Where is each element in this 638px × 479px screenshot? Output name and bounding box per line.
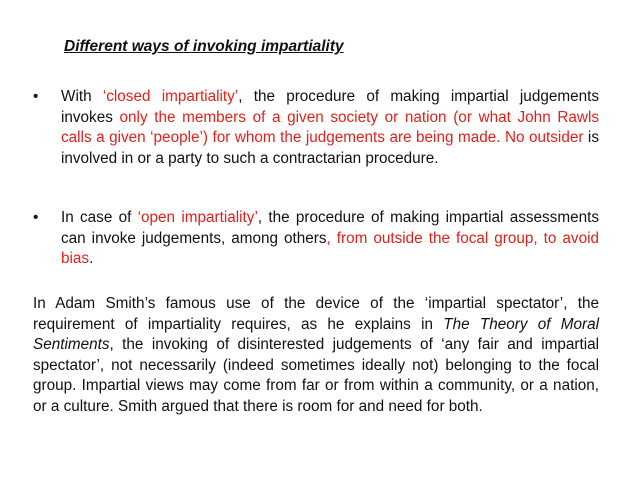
bullet-marker: • bbox=[33, 209, 39, 226]
bullet-marker: • bbox=[33, 88, 39, 105]
bullet-text bbox=[61, 208, 599, 270]
highlighted-text: , from outside the focal group, to avoid bias bbox=[61, 229, 599, 267]
highlighted-term: ‘closed impartiality’ bbox=[102, 88, 239, 105]
adam-smith-paragraph bbox=[33, 294, 599, 417]
book-title: The Theory of Moral Sentiments bbox=[33, 315, 599, 353]
text-run: , the invoking of disinterested judgements of ‘any fair and impartial spectator’, not necessarily (indeed sometimes ideally not) belonging to the focal group. Impartial views may come from far or from within a community, or a nation, or a culture. Smith argued that there is room for and need for both. bbox=[33, 336, 599, 415]
highlighted-text: only the members of a given society or nation (or what John Rawls calls a given ‘people’) for whom the judgements are being made. No outsider bbox=[61, 108, 600, 146]
bullet-open-impartiality bbox=[33, 208, 599, 270]
text-run: In Adam Smith’s famous use of the device of the ‘impartial spectator’, the requirement of impartiality requires, as he explains in bbox=[33, 295, 599, 333]
bullet-text bbox=[61, 87, 599, 169]
slide-title: Different ways of invoking impartiality bbox=[64, 38, 344, 55]
text-run: , the procedure of making impartial assessments can invoke judgements, among others bbox=[61, 209, 599, 247]
bullet-closed-impartiality bbox=[33, 87, 599, 169]
text-run: , the procedure of making impartial judgements invokes bbox=[61, 88, 599, 126]
text-run: With bbox=[61, 88, 103, 105]
text-run: . bbox=[89, 250, 94, 267]
text-run: is involved in or a party to such a contractarian procedure. bbox=[61, 129, 599, 167]
text-run: In case of bbox=[61, 209, 138, 226]
highlighted-term: ‘open impartiality’ bbox=[137, 209, 258, 226]
